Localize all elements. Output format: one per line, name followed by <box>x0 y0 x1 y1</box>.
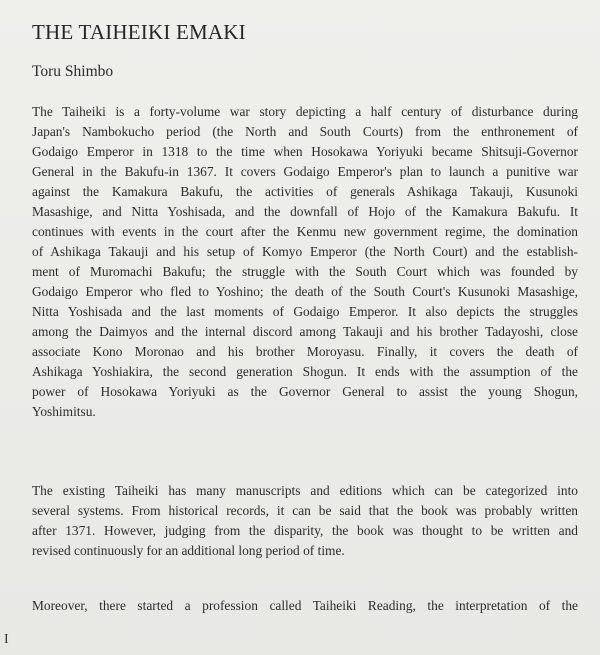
paragraph-line: power of Hosokawa Yoriyuki as the Governor General to assist the young Shogun, <box>32 384 578 399</box>
document-title: THE TAIHEIKI EMAKI <box>32 20 246 44</box>
paragraph-line: continues with events in the court after the Kenmu new government regime, the domination <box>32 224 578 239</box>
author-name: Toru Shimbo <box>32 63 114 80</box>
paragraph-line: Moreover, there started a profession called Taiheiki Reading, the interpretation of the <box>32 598 578 613</box>
paragraph-line: revised continuously for an additional long period of time. <box>32 543 345 558</box>
paragraph-line: among the Daimyos and the internal discord among Takauji and his brother Tadayoshi, close <box>32 324 578 339</box>
paragraph-line: Ashikaga Yoshiakira, the second generation Shogun. It ends with the assumption of the <box>32 364 578 379</box>
paragraph-line: The existing Taiheiki has many manuscripts and editions which can be categorized into <box>32 483 578 498</box>
paragraph-line: of Ashikaga Takauji and his setup of Komyo Emperor (the North Court) and the establish- <box>32 244 578 259</box>
paragraph-line: ment of Muromachi Bakufu; the struggle with the South Court which was founded by <box>32 264 578 279</box>
paragraph-1 <box>32 102 578 422</box>
paragraph-line: Nitta Yoshisada and the last moments of Godaigo Emperor. It also depicts the struggles <box>32 304 578 319</box>
paragraph-line: associate Kono Moronao and his brother Moroyasu. Finally, it covers the death of <box>32 344 578 359</box>
paragraph-line: after 1371. However, judging from the disparity, the book was thought to be written and <box>32 523 578 538</box>
page-number: I <box>4 632 9 647</box>
paragraph-line: General in the Bakufu-in 1367. It covers Godaigo Emperor's plan to launch a punitive war <box>32 164 578 179</box>
paragraph-2 <box>32 481 578 561</box>
paragraph-line: Yoshimitsu. <box>32 404 96 419</box>
paragraph-line: The Taiheiki is a forty-volume war story depicting a half century of disturbance during <box>32 104 578 119</box>
paragraph-line: Godaigo Emperor in 1318 to the time when Hosokawa Yoriyuki became Shitsuji-Governor <box>32 144 578 159</box>
paragraph-3 <box>32 596 578 616</box>
paragraph-line: Godaigo Emperor who fled to Yoshino; the death of the South Court's Kusunoki Masashige, <box>32 284 578 299</box>
paragraph-line: Japan's Nambokucho period (the North and South Courts) from the enthronement of <box>32 124 578 139</box>
paragraph-line: against the Kamakura Bakufu, the activities of generals Ashikaga Takauji, Kusunoki <box>32 184 578 199</box>
paragraph-line: several systems. From historical records, it can be said that the book was probably written <box>32 503 578 518</box>
paragraph-line: Masashige, and Nitta Yoshisada, and the downfall of Hojo of the Kamakura Bakufu. It <box>32 204 578 219</box>
